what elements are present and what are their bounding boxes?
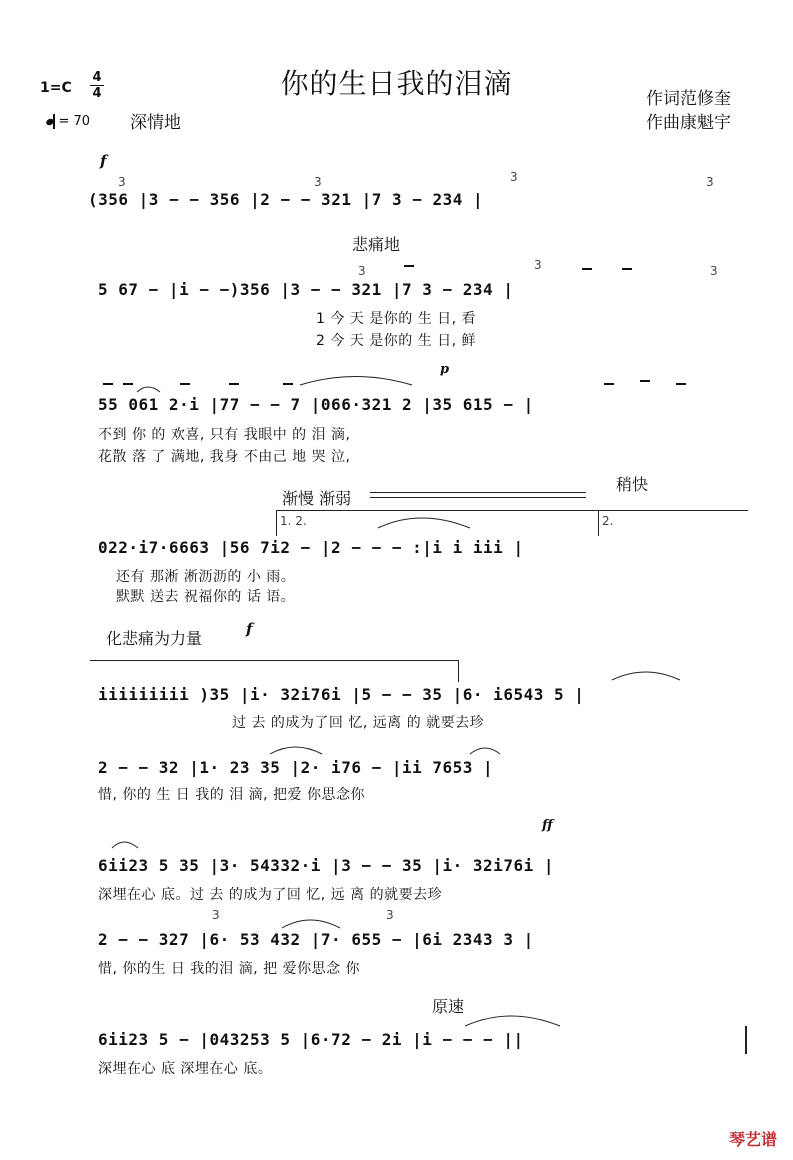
key-signature: 1=C (40, 80, 72, 96)
score-line-8: 2 − − 327 |6· 53 432 |7· 655 − |6i 2343 3 | (98, 930, 534, 949)
site-watermark: 琴艺谱 (728, 1130, 777, 1149)
lyrics-line-7: 深埋在心 底。过 去 的成为了回 忆, 远 离 的就要去珍 (98, 887, 443, 903)
score-line-6: 2 − − 32 |1· 23 35 |2· i76 − |ii 7653 | (98, 758, 494, 777)
triplet-mark: 3 (386, 908, 394, 922)
lyrics-line-2-verse-1: 1 今 天 是你的 生 日, 看 (316, 311, 477, 327)
score-line-5: iiiiiiiii )35 |i· 32i76i |5 − − 35 |6· i6543 5 | (98, 685, 585, 704)
dynamic-piano: p (440, 362, 450, 377)
composer-credit: 作曲康魁宇 (646, 113, 731, 133)
score-line-2: 5 67 − |i − −)356 |3 − − 321 |7 3 − 234 | (98, 280, 514, 299)
tempo-value: = 70 (58, 114, 91, 129)
song-title: 你的生日我的泪滴 (280, 67, 513, 100)
lyrics-line-3-verse-2: 花散 落 了 满地, 我身 不由己 地 哭 泣, (98, 449, 351, 465)
dynamic-forte: f (100, 152, 107, 170)
lyrics-line-4-verse-1: 还有 那淅 淅沥沥的 小 雨。 (116, 569, 296, 585)
lyrics-line-6: 惜, 你的 生 日 我的 泪 滴, 把爱 你思念你 (98, 787, 366, 803)
score-line-7: 6ii23 5 35 |3· 54332·i |3 − − 35 |i· 32i76i | (98, 856, 554, 875)
expression-sad: 悲痛地 (352, 235, 401, 254)
lyrics-line-4-verse-2: 默默 送去 祝福你的 话 语。 (116, 589, 296, 605)
expression-slightly-fast: 稍快 (616, 475, 649, 494)
triplet-mark: 3 (212, 908, 220, 922)
expression-strength: 化悲痛为力量 (106, 629, 203, 648)
expression-slow-soft: 渐慢 渐弱 (282, 489, 352, 508)
expression-mark: 深情地 (130, 113, 181, 133)
lyricist-credit: 作词范修奎 (646, 89, 731, 109)
score-line-1: (356 |3 − − 356 |2 − − 321 |7 3 − 234 | (88, 190, 484, 209)
volta-second: 2. (602, 514, 614, 528)
triplet-mark: 3 (314, 175, 322, 189)
lyrics-line-8: 惜, 你的生 日 我的泪 滴, 把 爱你思念 你 (98, 961, 361, 977)
triplet-mark: 3 (118, 175, 126, 189)
lyrics-line-3-verse-1: 不到 你 的 欢喜, 只有 我眼中 的 泪 滴, (98, 427, 351, 443)
triplet-mark: 3 (510, 170, 518, 184)
triplet-mark: 3 (358, 264, 366, 278)
triplet-mark: 3 (706, 175, 714, 189)
time-signature-bottom: 4 (90, 85, 104, 101)
lyrics-line-2-verse-2: 2 今 天 是你的 生 日, 鲜 (316, 333, 477, 349)
score-line-9: 6ii23 5 − |043253 5 |6·72 − 2i |i − − − || (98, 1030, 524, 1049)
lyrics-line-9: 深埋在心 底 深埋在心 底。 (98, 1061, 273, 1077)
score-line-3: 55 061 2·i |77 − − 7 |066·321 2 |35 615 − | (98, 395, 534, 414)
volta-first: 1. 2. (280, 514, 307, 528)
expression-original-tempo: 原速 (432, 997, 465, 1016)
dynamic-fortissimo: ff (542, 818, 553, 833)
time-signature-top: 4 (92, 70, 102, 85)
dynamic-forte-2: f (246, 620, 253, 638)
triplet-mark: 3 (710, 264, 718, 278)
score-line-4: 022·i7·6663 |56 7i2 − |2 − − − :|i i iii | (98, 538, 524, 557)
lyrics-line-5: 过 去 的成为了回 忆, 远离 的 就要去珍 (232, 715, 485, 731)
triplet-mark: 3 (534, 258, 542, 272)
